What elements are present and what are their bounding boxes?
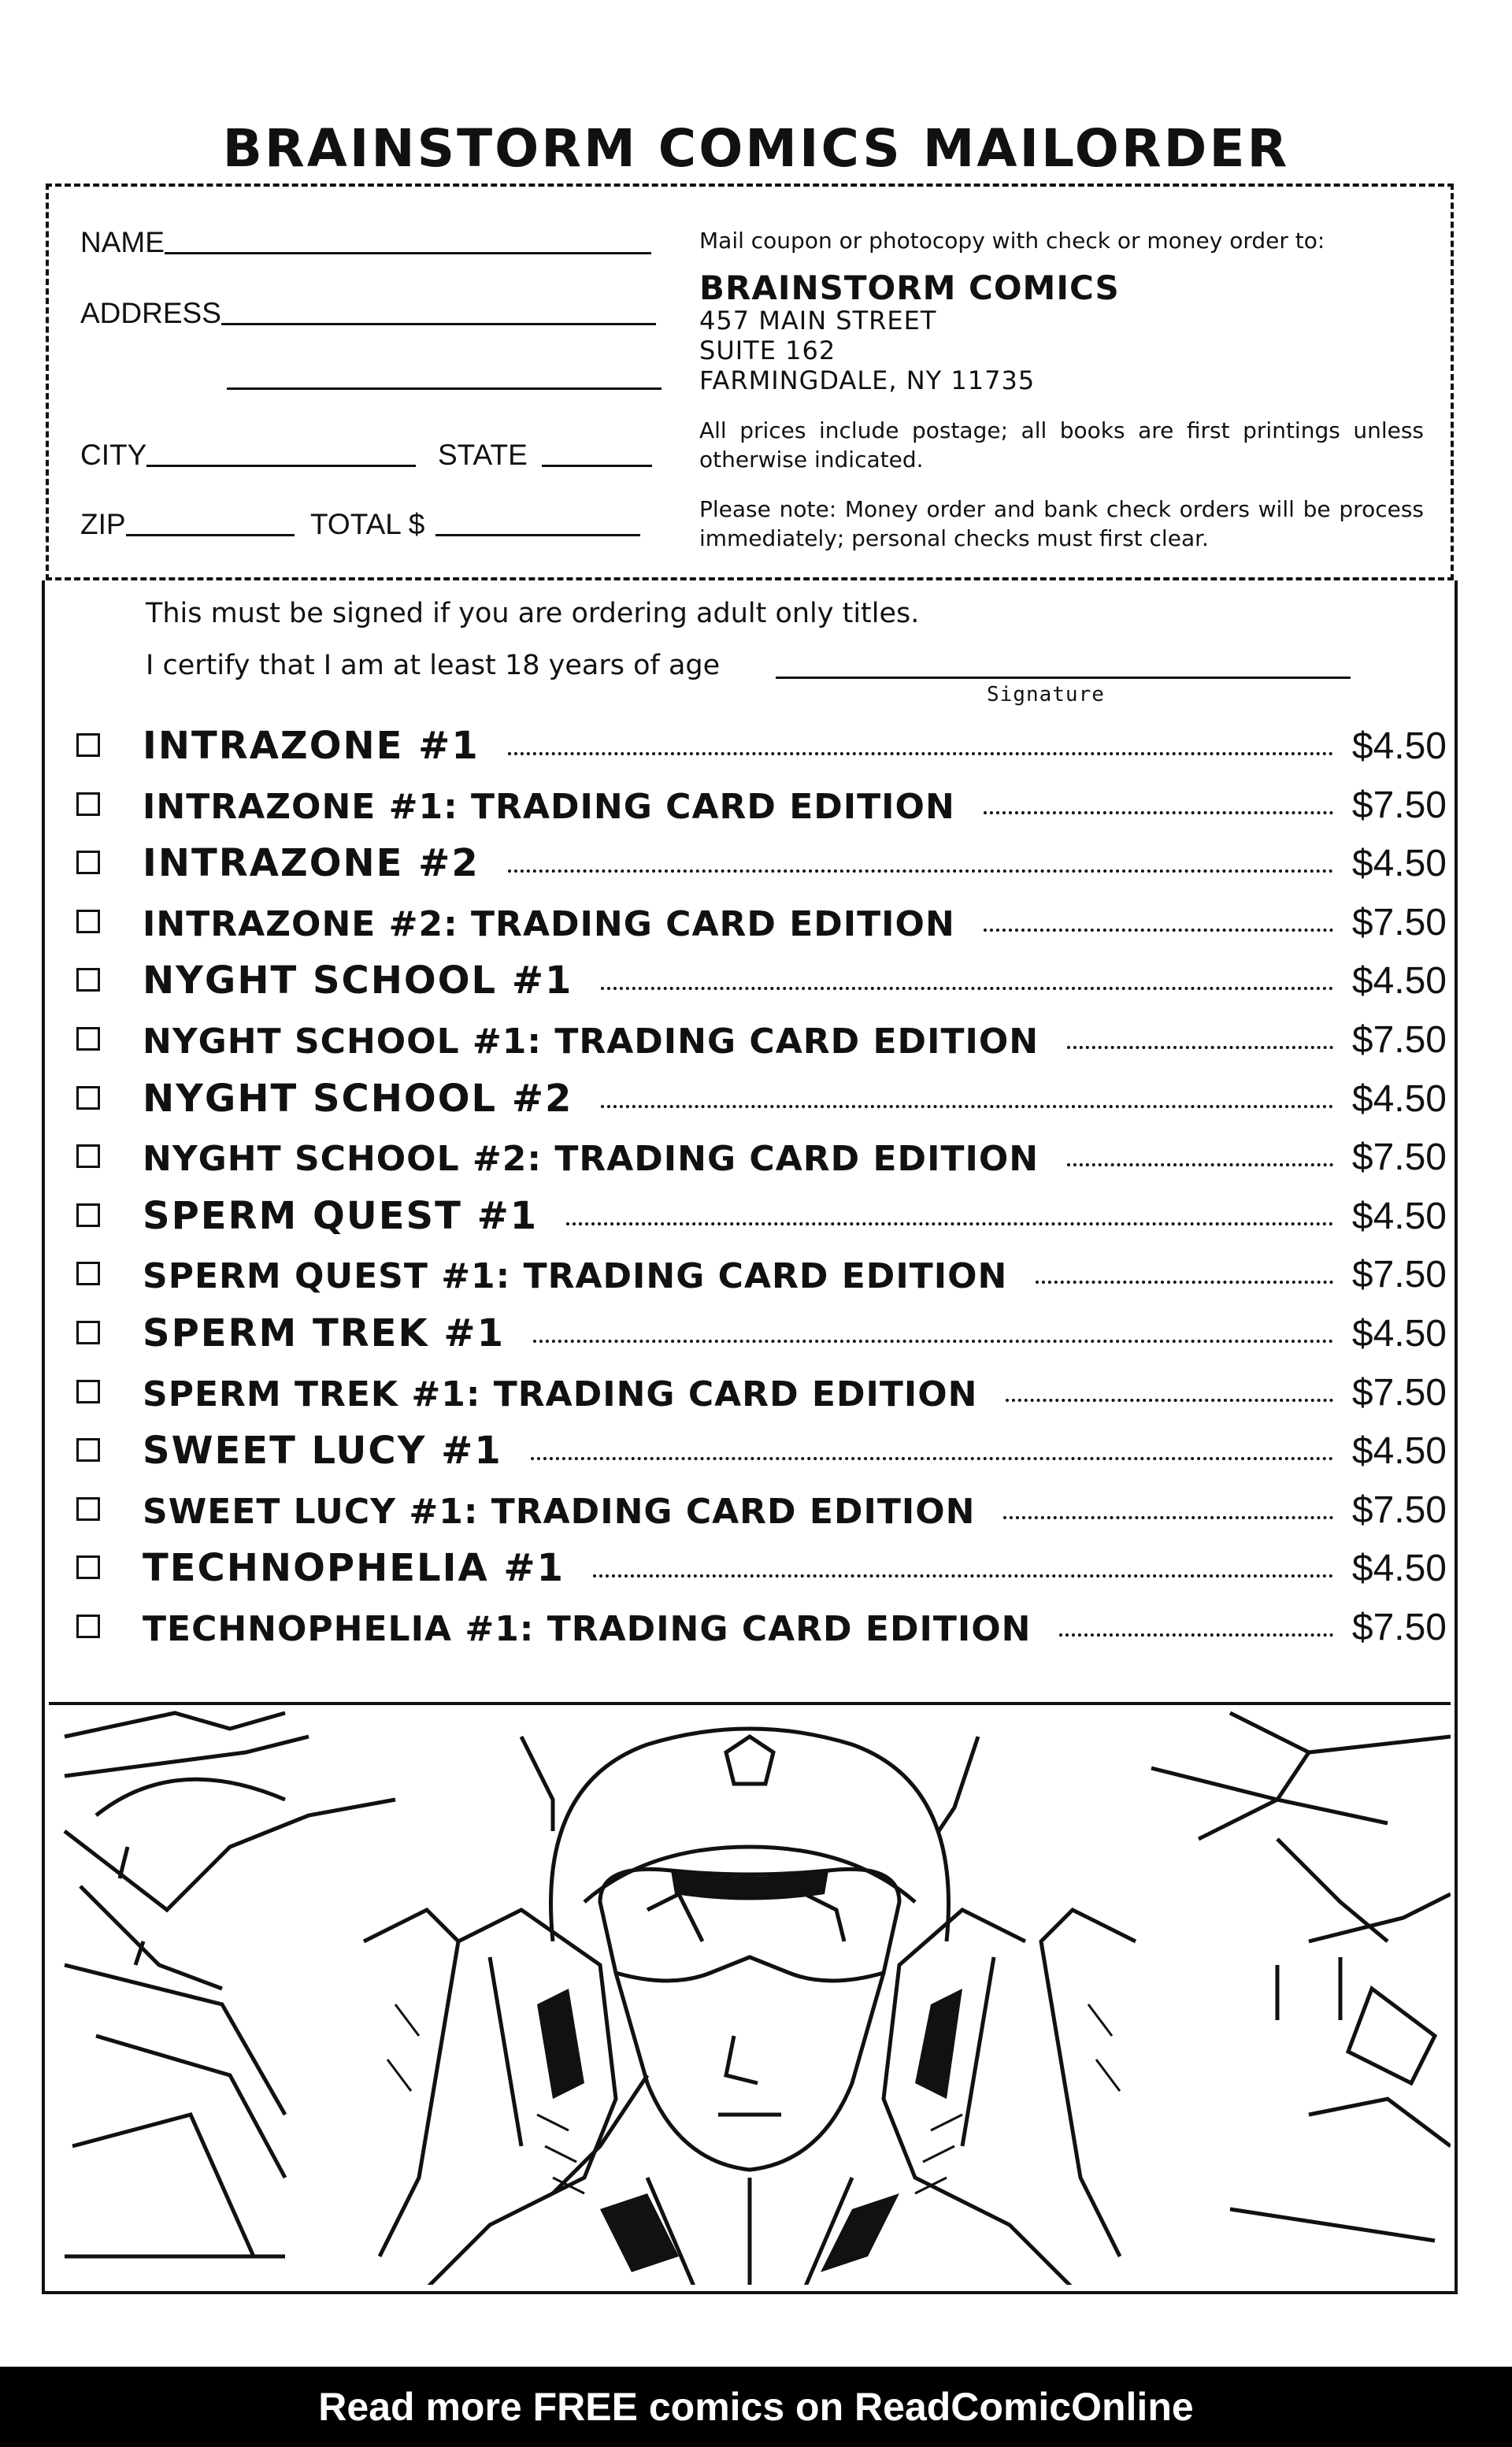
dot-leader <box>601 1105 1332 1108</box>
item-title: SWEET LUCY #1: TRADING CARD EDITION <box>143 1491 976 1532</box>
item-price: $4.50 <box>1351 1195 1447 1237</box>
mail-instruction: Mail coupon or photocopy with check or money order to: <box>699 228 1325 254</box>
dot-leader <box>984 929 1333 932</box>
age-certification: I certify that I am at least 18 years of age <box>146 650 721 681</box>
item-title: SPERM QUEST #1: TRADING CARD EDITION <box>143 1256 1008 1297</box>
order-item-row[interactable] <box>76 1191 1447 1238</box>
item-price: $4.50 <box>1351 725 1447 767</box>
dot-leader <box>508 752 1333 755</box>
order-item-row[interactable] <box>76 1132 1447 1179</box>
order-checkbox[interactable] <box>76 1027 100 1051</box>
name-field[interactable] <box>80 226 651 259</box>
address-field[interactable] <box>80 297 656 330</box>
dot-leader <box>1036 1281 1333 1284</box>
postage-note: All prices include postage; all books are first printings unless otherwise indicated. <box>699 417 1424 473</box>
order-checkbox[interactable] <box>76 1144 100 1168</box>
zip-line[interactable] <box>126 534 295 536</box>
item-title: INTRAZONE #1 <box>143 724 480 768</box>
address-line[interactable] <box>221 323 656 325</box>
item-title: TECHNOPHELIA #1 <box>143 1546 565 1591</box>
street-address: 457 MAIN STREET <box>699 306 937 336</box>
item-title: INTRAZONE #2 <box>143 841 480 886</box>
item-title: SPERM TREK #1: TRADING CARD EDITION <box>143 1374 978 1414</box>
dot-leader <box>1067 1046 1333 1049</box>
dot-leader <box>508 869 1333 873</box>
item-title: SWEET LUCY #1 <box>143 1429 502 1474</box>
item-title: NYGHT SCHOOL #1: TRADING CARD EDITION <box>143 1021 1040 1062</box>
dot-leader <box>1003 1516 1332 1519</box>
city-state-zip: FARMINGDALE, NY 11735 <box>699 365 1036 395</box>
dot-leader <box>593 1574 1333 1578</box>
city-field[interactable] <box>80 439 416 472</box>
order-checkbox[interactable] <box>76 1086 100 1110</box>
order-checkbox[interactable] <box>76 1555 100 1579</box>
name-label: NAME <box>80 226 165 258</box>
dot-leader <box>1006 1399 1332 1402</box>
dot-leader <box>601 987 1332 990</box>
signature-line[interactable] <box>776 677 1351 679</box>
order-item-row[interactable] <box>76 721 1447 768</box>
order-item-row[interactable] <box>76 1485 1447 1532</box>
item-price: $7.50 <box>1351 784 1447 826</box>
order-item-row[interactable] <box>76 1543 1447 1590</box>
item-title: SPERM QUEST #1 <box>143 1193 539 1238</box>
dot-leader <box>1059 1633 1332 1637</box>
city-label: CITY <box>80 439 147 471</box>
order-checkbox[interactable] <box>76 1380 100 1403</box>
total-label: TOTAL $ <box>310 508 425 540</box>
item-price: $4.50 <box>1351 843 1447 885</box>
order-checkbox[interactable] <box>76 910 100 933</box>
item-price: $7.50 <box>1351 1371 1447 1414</box>
mail-info <box>699 226 1424 553</box>
order-item-row[interactable] <box>76 897 1447 944</box>
order-checkbox[interactable] <box>76 1262 100 1285</box>
item-title: TECHNOPHELIA #1: TRADING CARD EDITION <box>143 1609 1032 1649</box>
order-item-row[interactable] <box>76 1073 1447 1121</box>
dot-leader <box>533 1340 1333 1343</box>
order-checkbox[interactable] <box>76 792 100 816</box>
item-title: INTRAZONE #1: TRADING CARD EDITION <box>143 786 955 827</box>
order-item-row[interactable] <box>76 1426 1447 1473</box>
comic-illustration <box>49 1702 1451 2285</box>
dot-leader <box>566 1222 1333 1225</box>
item-title: INTRAZONE #2: TRADING CARD EDITION <box>143 903 955 944</box>
order-item-row[interactable] <box>76 1367 1447 1414</box>
item-price: $4.50 <box>1351 1077 1447 1120</box>
zip-field[interactable] <box>80 508 295 541</box>
order-checkbox[interactable] <box>76 1615 100 1638</box>
order-item-row[interactable] <box>76 955 1447 1003</box>
name-line[interactable] <box>165 252 651 254</box>
item-title: NYGHT SCHOOL #2: TRADING CARD EDITION <box>143 1139 1040 1180</box>
state-label: STATE <box>438 439 528 471</box>
order-item-row[interactable] <box>76 1249 1447 1296</box>
footer-banner[interactable]: Read more FREE comics on ReadComicOnline <box>0 2367 1512 2447</box>
total-line[interactable] <box>435 534 640 536</box>
state-field[interactable] <box>438 439 652 472</box>
order-coupon <box>46 184 1454 580</box>
item-price: $7.50 <box>1351 1489 1447 1531</box>
item-price: $4.50 <box>1351 1548 1447 1590</box>
item-title: SPERM TREK #1 <box>143 1311 505 1355</box>
payment-note: Please note: Money order and bank check orders will be process immediately; personal checks must first clear. <box>699 496 1424 551</box>
total-field[interactable] <box>310 508 640 541</box>
item-title: NYGHT SCHOOL #1 <box>143 958 573 1003</box>
dot-leader <box>1067 1163 1333 1166</box>
address-line-2[interactable] <box>227 361 662 395</box>
item-price: $7.50 <box>1351 1019 1447 1061</box>
order-checkbox[interactable] <box>76 1438 100 1462</box>
page-title: BRAINSTORM COMICS MAILORDER <box>222 118 1290 179</box>
order-item-row[interactable] <box>76 1602 1447 1649</box>
order-item-row[interactable] <box>76 780 1447 827</box>
suite: SUITE 162 <box>699 336 836 365</box>
city-line[interactable] <box>146 465 416 467</box>
order-item-row[interactable] <box>76 1014 1447 1062</box>
item-price: $4.50 <box>1351 1430 1447 1473</box>
order-checkbox[interactable] <box>76 1497 100 1521</box>
order-checkbox[interactable] <box>76 1321 100 1344</box>
company-name: BRAINSTORM COMICS <box>699 269 1120 307</box>
dot-leader <box>984 811 1333 814</box>
item-price: $7.50 <box>1351 1607 1447 1648</box>
address-label: ADDRESS <box>80 297 221 329</box>
order-item-row[interactable] <box>76 1308 1447 1355</box>
order-checkbox[interactable] <box>76 851 100 874</box>
state-line[interactable] <box>542 465 652 467</box>
item-title: NYGHT SCHOOL #2 <box>143 1076 573 1121</box>
zip-label: ZIP <box>80 508 126 540</box>
order-item-row[interactable] <box>76 838 1447 885</box>
order-list-box <box>42 580 1458 2294</box>
item-price: $4.50 <box>1351 1313 1447 1355</box>
adult-notice: This must be signed if you are ordering adult only titles. <box>146 598 920 629</box>
item-price: $7.50 <box>1351 1136 1447 1179</box>
address-second-line[interactable] <box>227 387 662 390</box>
order-checkbox[interactable] <box>76 1203 100 1227</box>
item-price: $7.50 <box>1351 1254 1447 1296</box>
item-price: $4.50 <box>1351 960 1447 1003</box>
pilot-illustration <box>49 1705 1451 2285</box>
order-checkbox[interactable] <box>76 733 100 757</box>
order-checkbox[interactable] <box>76 968 100 992</box>
signature-label: Signature <box>987 683 1105 706</box>
item-price: $7.50 <box>1351 901 1447 944</box>
dot-leader <box>531 1457 1333 1460</box>
